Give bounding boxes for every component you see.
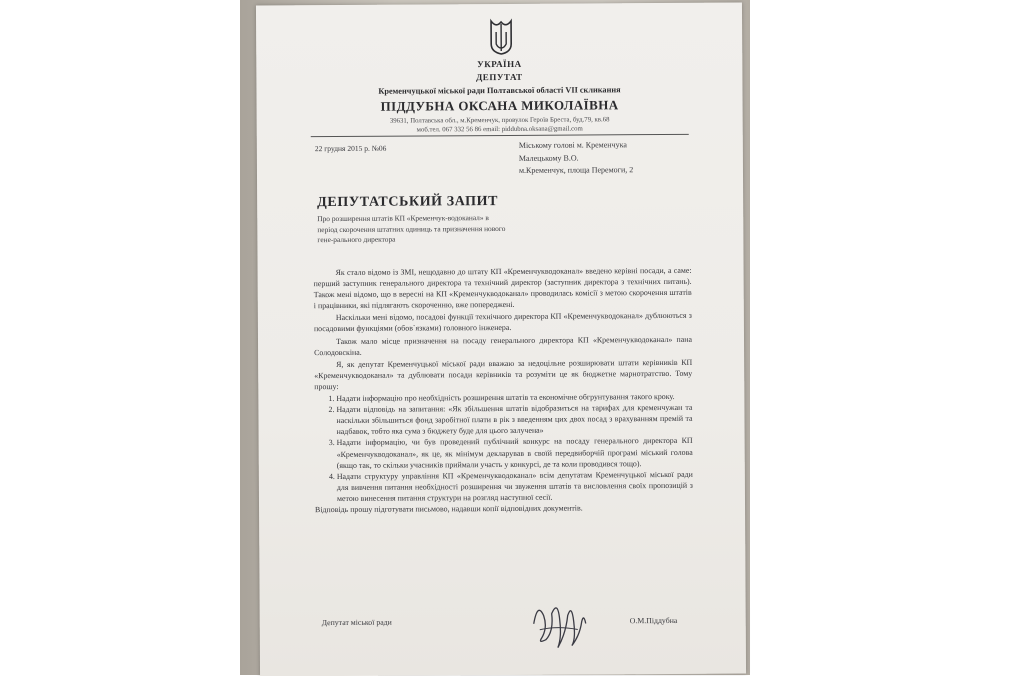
coat-of-arms-icon (488, 18, 514, 56)
document-page (256, 3, 746, 676)
request-item: 1. Надати інформацію про необхідність розширення штатів та економічне обгрунтування такого кроку. (336, 391, 692, 404)
document-title: ДЕПУТАТСЬКИЙ ЗАПИТ (317, 194, 499, 211)
handwritten-signature (528, 593, 590, 653)
paragraph: Як стало відомо із ЗМІ, нещодавно до штату КП «Кременчукводоканал» введено керівні посади, а саме: перший заступник генерального директора та технічний директор (заступник директора з технічних питань). Також мені відомо, що в вересні на КП «Кременчукводоканал» проводилась комісії з метою скорочення штатів і працівники, які підлягають скороченню, вже попереджені. (313, 265, 692, 311)
signatory-position: Депутат міської ради (321, 617, 392, 628)
document-date: 22 грудня 2015 р. №06 (314, 143, 387, 154)
letterhead-contacts: моб.тел. 067 332 56 86 email: piddubna.oksana@gmail.com (416, 125, 583, 134)
letterhead-name: ПІДДУБНА ОКСАНА МИКОЛАЇВНА (380, 97, 619, 114)
request-item: 2. Надати відповідь на запитання: «Як збільшення штатів відобразиться на тарифах для кременчужан та наскільки збільшиться фонд заробітної плати в рік з введенням цих двох посад з врахуванням премій та надбавок, тобто яка сума з бюджету буде для цього залучена» (336, 402, 692, 437)
letterhead-council: Кременчуцької міської ради Полтавської області VII скликання (378, 85, 621, 96)
letterhead-address: 39631, Полтавська обл., м.Кременчук, провулок Героїв Бреста, буд.79, кв.68 (389, 116, 610, 125)
addressee-line-1: Міському голові м. Кременчука (518, 140, 627, 150)
letterhead-divider (311, 134, 689, 137)
paragraph: Також мало місце призначення на посаду генерального директора КП «Кременчукводоканал» пана Солодовскіна. (314, 334, 693, 357)
request-item: 4. Надати структуру управління КП «Кременчукводоканал» всім депутатам Кременчуцької міської ради для вивчення питання необхідності розширення чи звуження штатів та висловлення своїх пропозицій з метою винесення питання структури на розгляд наступної сесії. (337, 469, 693, 504)
addressee-line-2: Малецькому В.О. (518, 153, 579, 163)
addressee-block (519, 139, 719, 178)
request-list (314, 391, 693, 504)
paragraph: Я, як депутат Кременчуцької міської ради вважаю за недоцільне розширювати штати керівників КП «Кременчукводоканал» та дублювати посади керівників та розуміти це як бюджетне марнотратство. Тому прошу: (314, 357, 693, 392)
letterhead-country: УКРАЇНА (477, 58, 522, 70)
paragraph: Наскільки мені відомо, посадові функції технічного директора КП «Кременчукводоканал» дублюються з посадовими функціями (обов`язками) головного інженера. (313, 311, 692, 334)
request-item: 3. Надати інформацію, чи був проведений публічний конкурс на посаду генерального директора КП «Кременчукводоканал», як це, як мінімум декларував в своїй передвиборчій програмі міський голова (якщо так, то скільки учасників приймали участь у конкурсі, де та коли проводився тощо). (337, 435, 693, 470)
signatory-name: О.М.Піддубна (629, 615, 678, 626)
addressee-line-3: м.Кременчук, площа Перемоги, 2 (518, 165, 634, 175)
document-body (314, 265, 694, 516)
closing-line: Відповідь прошу підготувати письмово, надавши копії відповідних документів. (315, 503, 583, 515)
document-subject: Про розширення штатів КП «Кременчук-водоканал» в період скорочення штатних одиниць та призначення нового гене-рального директора (317, 213, 506, 245)
letterhead-role: ДЕПУТАТ (476, 71, 523, 83)
